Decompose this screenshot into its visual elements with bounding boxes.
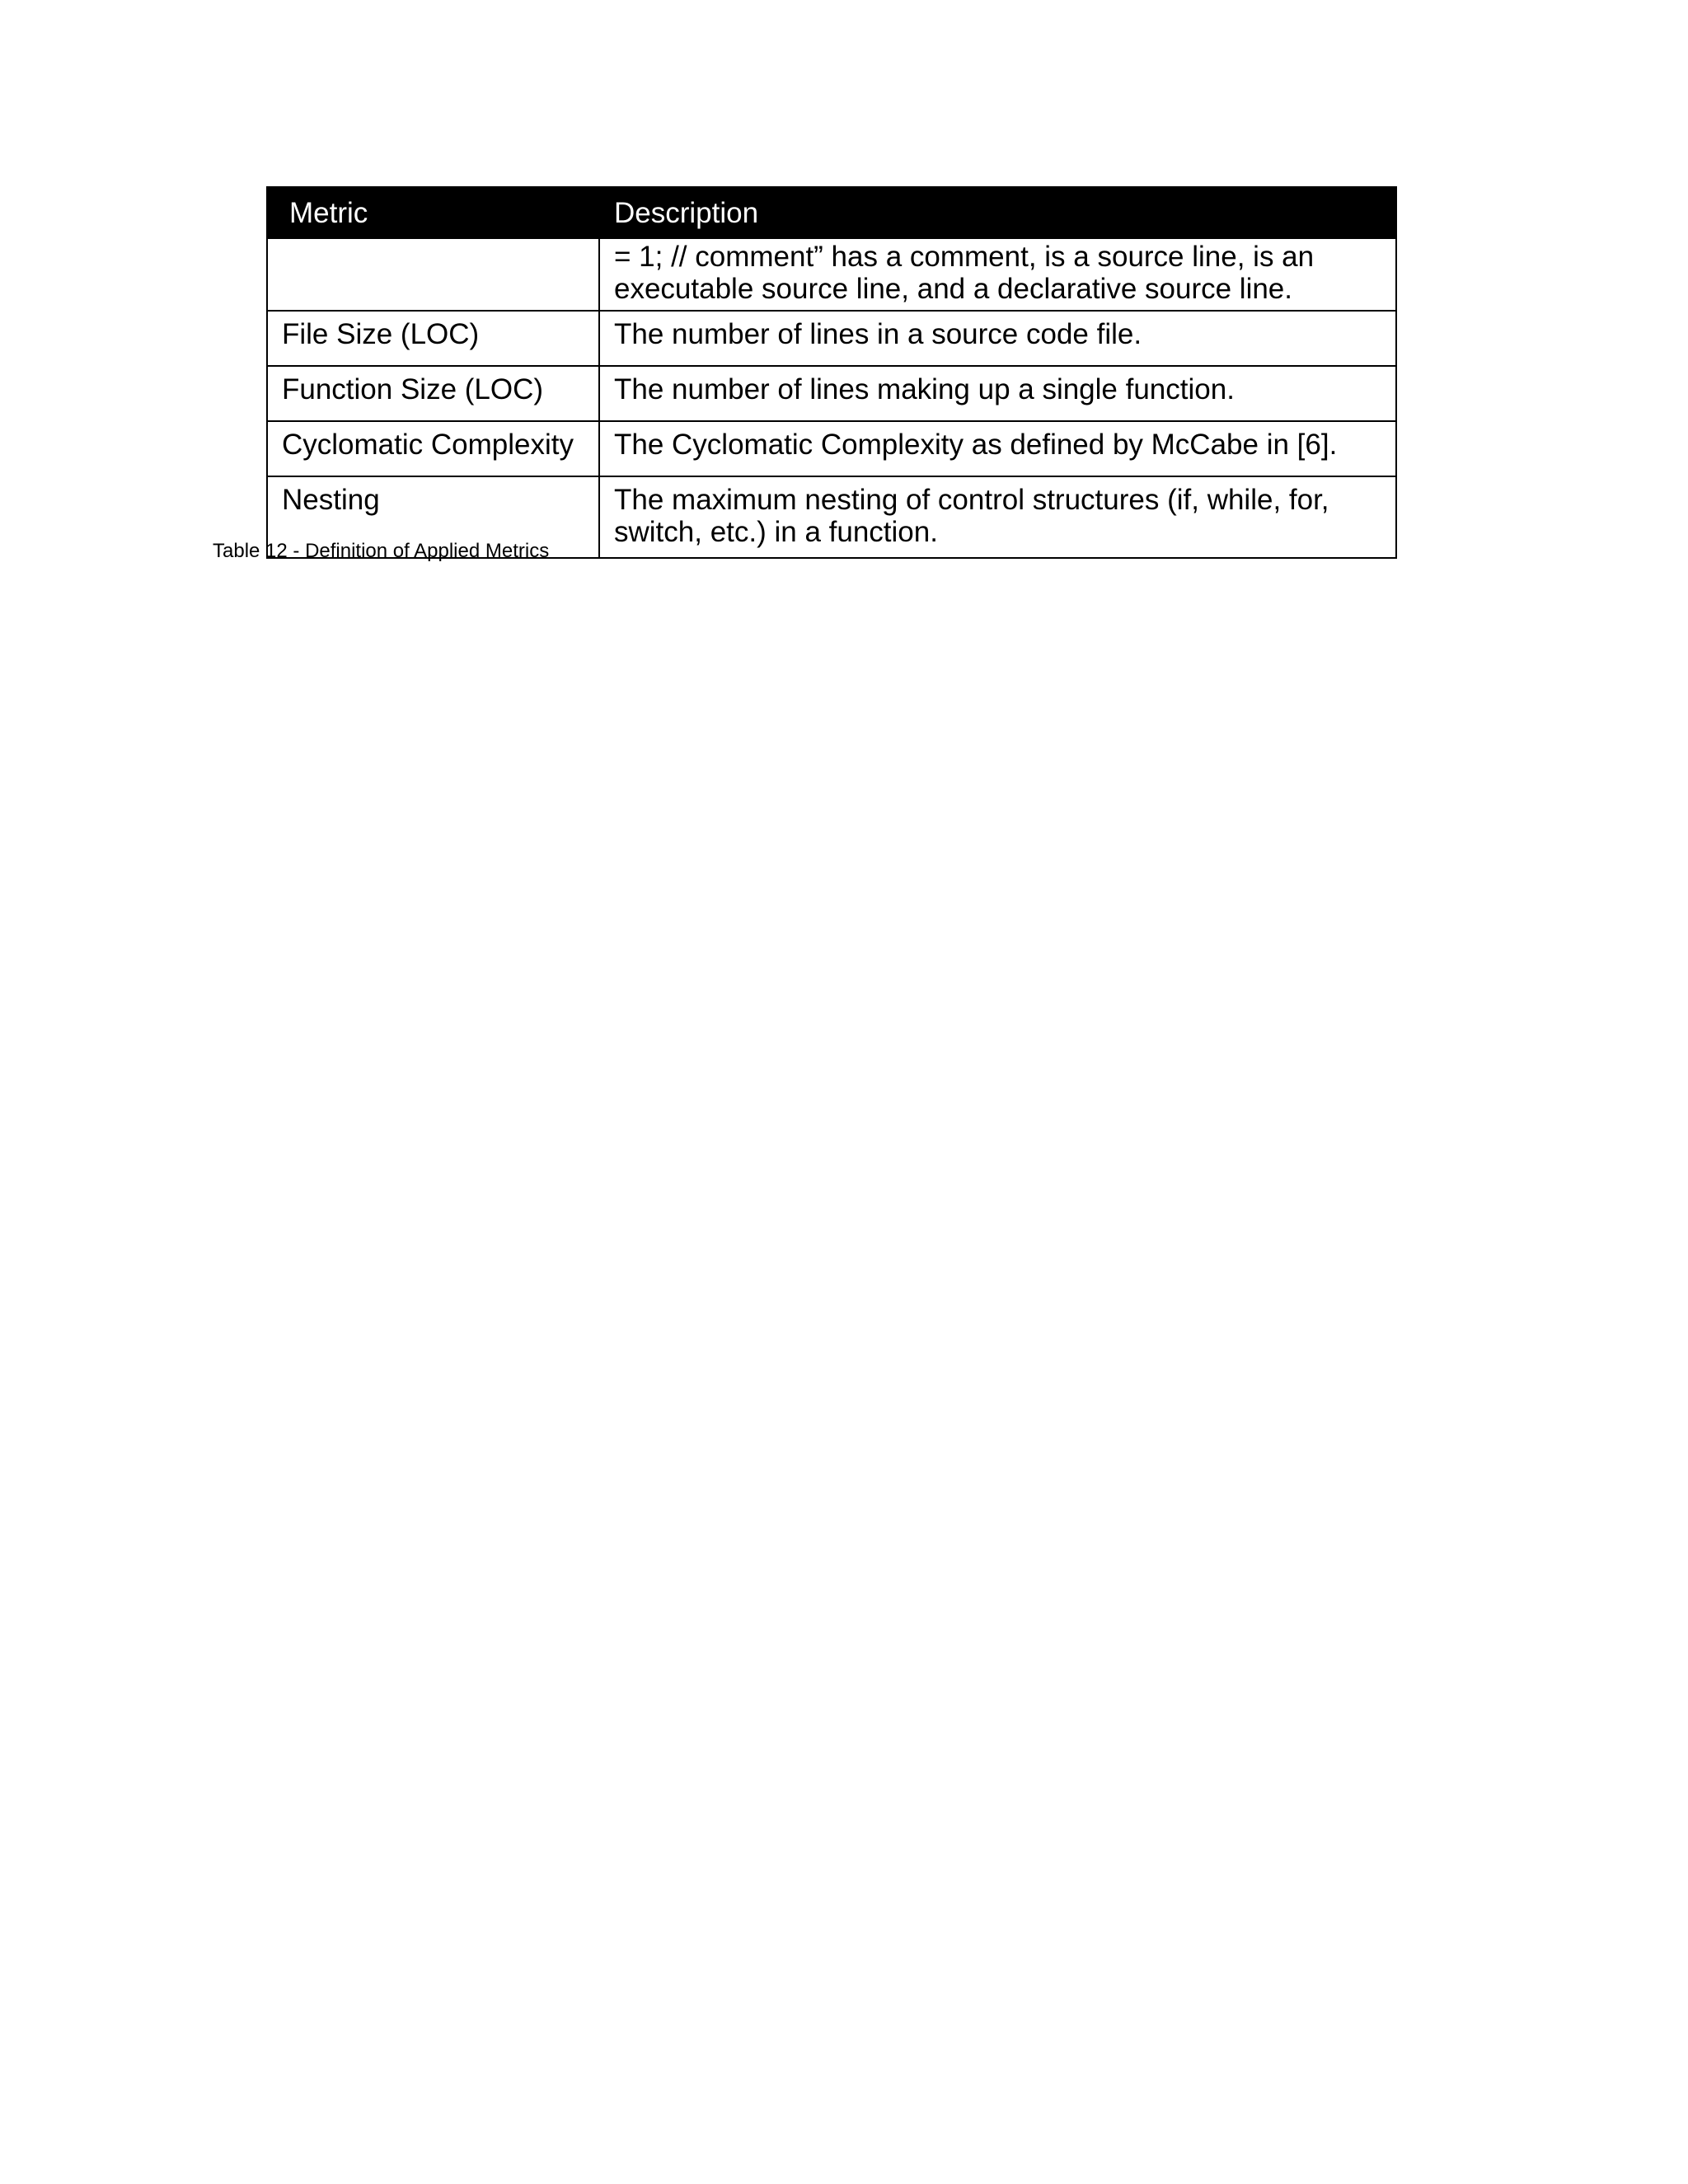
metric-cell: Function Size (LOC)	[267, 366, 599, 421]
column-header-description: Description	[599, 187, 1396, 238]
metric-cell: File Size (LOC)	[267, 311, 599, 366]
table-row	[267, 366, 1396, 421]
description-cell: The Cyclomatic Complexity as defined by McCabe in [6].	[599, 421, 1396, 476]
metrics-table	[266, 186, 1397, 559]
description-cell: The maximum nesting of control structures (if, while, for, switch, etc.) in a function.	[599, 476, 1396, 558]
table-row	[267, 421, 1396, 476]
table-row	[267, 311, 1396, 366]
metric-cell	[267, 238, 599, 311]
description-cell: The number of lines in a source code file.	[599, 311, 1396, 366]
table-header-row	[267, 187, 1396, 238]
column-header-metric: Metric	[267, 187, 599, 238]
description-cell: = 1; // comment” has a comment, is a source line, is an executable source line, and a declarative source line.	[599, 238, 1396, 311]
description-cell: The number of lines making up a single function.	[599, 366, 1396, 421]
table-row	[267, 238, 1396, 311]
metric-cell: Cyclomatic Complexity	[267, 421, 599, 476]
table-caption: Table 12 - Definition of Applied Metrics	[213, 540, 550, 562]
metric-cell: Nesting	[267, 476, 599, 558]
